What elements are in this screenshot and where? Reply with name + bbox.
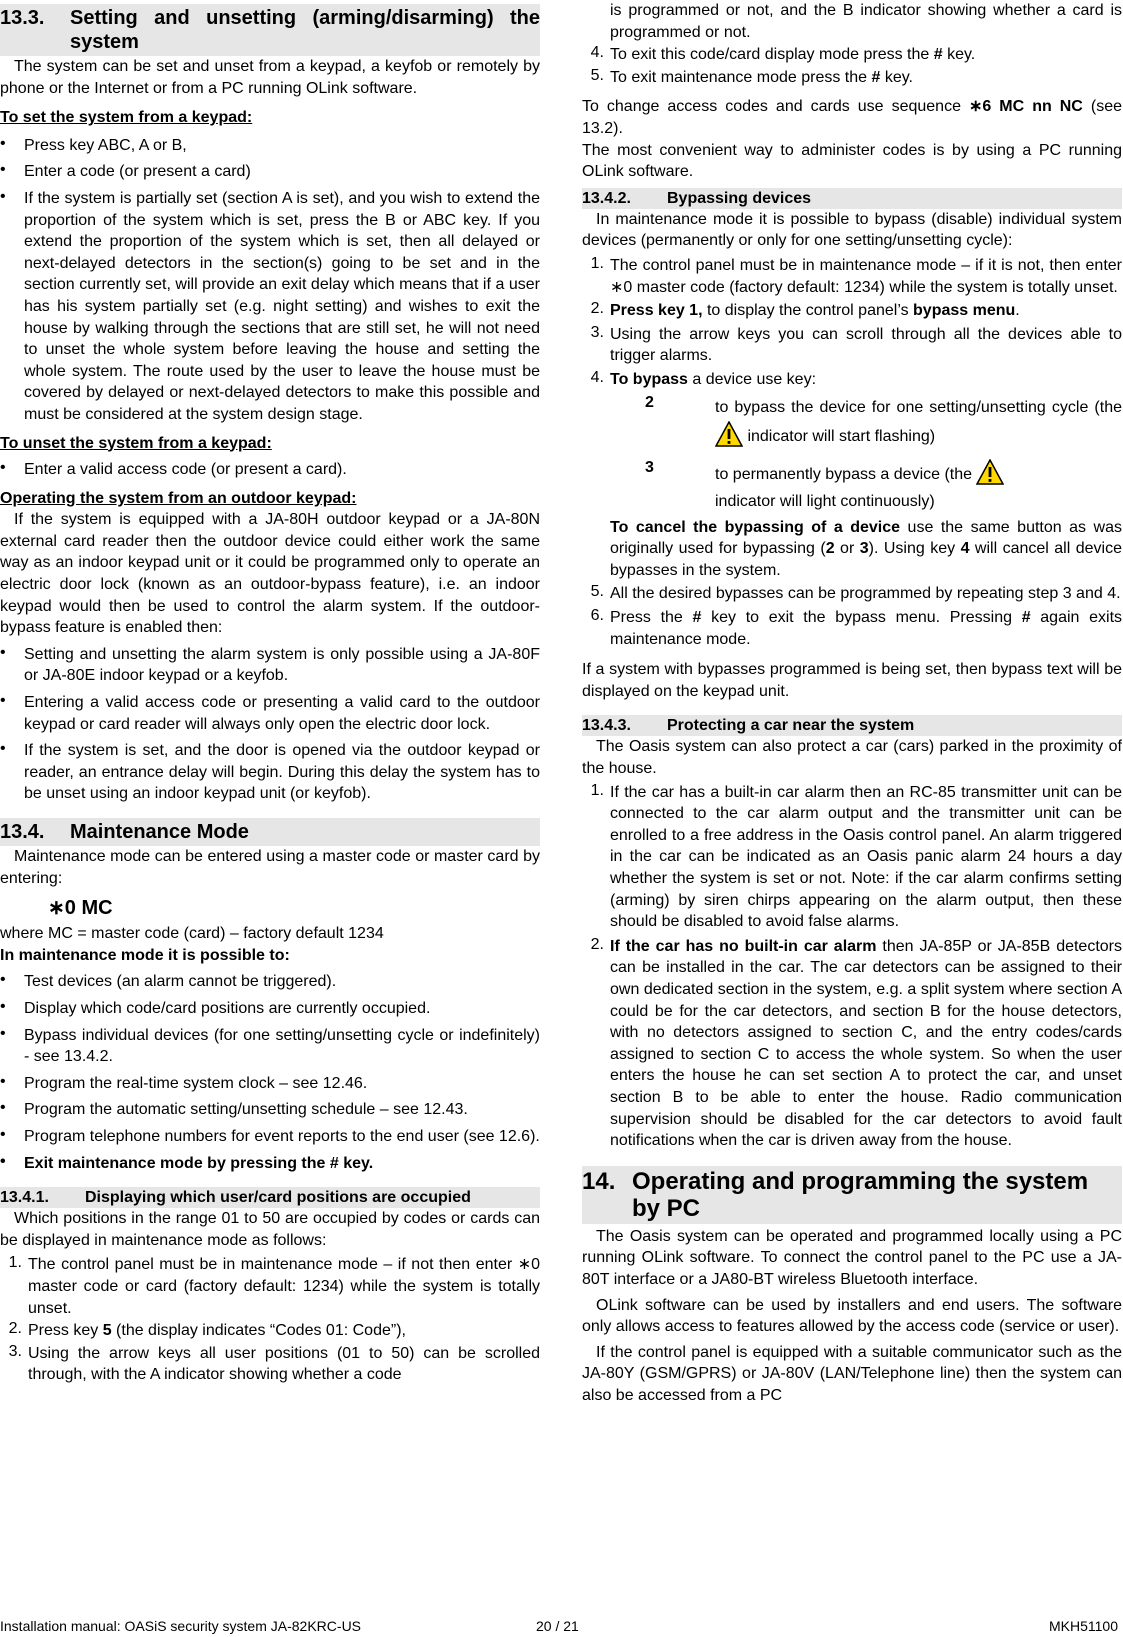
warning-icon — [976, 459, 1004, 492]
paragraph: If a system with bypasses programmed is being set, then bypass text will be displayed on the keypad unit. — [582, 661, 1122, 700]
paragraph: The system can be set and unset from a keypad, a keyfob or remotely by phone or the Internet or from a PC running OLink software. — [0, 58, 540, 97]
paragraph: To cancel the bypassing of a device use the same button as was originally used for bypassing (2 or 3). Using key 4 will cancel all device bypasses in the system. — [610, 518, 1123, 579]
subheading: Operating the system from an outdoor keypad: — [0, 489, 357, 507]
list-item: 3. Using the arrow keys you can scroll through all the devices able to trigger alarms. — [590, 323, 1122, 365]
bullet-item: • Test devices (an alarm cannot be triggered). — [0, 971, 337, 991]
bullet-item: • Program the automatic setting/unsetting schedule – see 12.43. — [0, 1099, 468, 1119]
section-13-4-1-heading: 13.4.1. Displaying which user/card positions are occupied — [0, 1187, 540, 1208]
list-item: 5. To exit maintenance mode press the # key. — [590, 66, 913, 86]
subheading: To unset the system from a keypad: — [0, 434, 272, 452]
footer-title: Installation manual: OASiS security system JA-82KRC-US — [0, 1618, 362, 1634]
paragraph: In maintenance mode it is possible to: — [0, 946, 290, 964]
section-13-3-heading: 13.3. Setting and unsetting (arming/disarming) the system — [0, 4, 540, 56]
list-item: 5. All the desired bypasses can be programmed by repeating step 3 and 4. — [590, 583, 1121, 603]
key-row: 3 to permanently bypass a device (the indicator will light continuously) — [645, 459, 1122, 513]
maintenance-code: ∗0 MC — [48, 897, 113, 920]
bullet-item: • Program the real-time system clock – see 12.46. — [0, 1072, 368, 1092]
paragraph: Maintenance mode can be entered using a master code or master card by entering: — [0, 848, 540, 887]
bullet-item: • If the system is partially set (section A is set), and you wish to extend the proportion of the system which is set, press the B or ABC key. If you extend the proportion of the system which is set, then all delayed or next-delayed detectors in the section(s) going to be set and in the section currently set, will provide an exit delay which means that if a user has his system partially set (e.g. night setting) and wishes to exit the house by walking through the sections that are still set, he will not need to unset the whole system before leaving the house and setting the whole system. The route used by the user to leave the house must be covered by delayed or next-delayed detectors to make this possible and must be considered at the system design stage. — [0, 187, 540, 423]
list-item: 1. The control panel must be in maintenance mode – if not then enter ∗0 master code or card (factory default: 1234) while the system is totally unset. — [8, 1254, 540, 1317]
list-item: 1. The control panel must be in maintenance mode – if it is not, then enter ∗0 master code (factory default: 1234) while the system is totally unset. — [590, 254, 1122, 296]
section-13-4-heading: 13.4. Maintenance Mode — [0, 818, 540, 846]
page-number: 20 / 21 — [536, 1618, 579, 1634]
bullet-item: • Program telephone numbers for event reports to the end user (see 12.6). — [0, 1125, 540, 1145]
left-column — [0, 0, 540, 1386]
list-item: 4. To exit this code/card display mode press the # key. — [590, 44, 976, 64]
paragraph: Which positions in the range 01 to 50 are occupied by codes or cards can be displayed in maintenance mode as follows: — [0, 1210, 540, 1249]
section-14-heading: 14. Operating and programming the system by PC — [582, 1166, 1122, 1224]
document-code: MKH51100 — [1048, 1618, 1118, 1634]
paragraph: If the system is equipped with a JA-80H outdoor keypad or a JA-80N external card reader then the outdoor device could either work the same way as an indoor keypad unit or it could be programmed only to operate an electric door lock (known as an outdoor-bypass feature), i.e. an indoor keypad would then be used to control the alarm system. If the outdoor-bypass feature is enabled then: — [0, 511, 540, 637]
paragraph: If the control panel is equipped with a suitable communicator such as the JA-80Y (GSM/GPRS) or JA-80V (LAN/Telephone line) then the system can also be accessed from a PC — [582, 1343, 1122, 1404]
subheading: To set the system from a keypad: — [0, 109, 253, 127]
list-item: 2. Press key 5 (the display indicates “Codes 01: Code”), — [8, 1320, 406, 1340]
bullet-item: • Bypass individual devices (for one setting/unsetting cycle or indefinitely) - see 13.4.2. — [0, 1024, 540, 1066]
warning-icon — [715, 421, 743, 456]
key-row: 2 to bypass the device for one setting/unsetting cycle (the indicator will start flashing) — [645, 394, 1122, 456]
list-item: 4. To bypass a device use key: — [590, 368, 817, 388]
bullet-item: • Entering a valid access code or presenting a valid card to the outdoor keypad or card reader will always only open the electric door lock. — [0, 692, 540, 733]
right-column — [582, 0, 1122, 1406]
section-13-4-2-heading: 13.4.2. Bypassing devices — [582, 188, 1122, 209]
paragraph: The Oasis system can be operated and programmed locally using a PC running OLink software. To connect the control panel to the PC use a JA-80T interface or a JA80-BT wireless Bluetooth interface. — [582, 1227, 1122, 1288]
list-item: 6. Press the # key to exit the bypass menu. Pressing # again exits maintenance mode. — [590, 607, 1123, 648]
bullet-item: • Display which code/card positions are currently occupied. — [0, 997, 431, 1017]
paragraph: To change access codes and cards use sequence ∗6 MC nn NC (see 13.2). — [582, 98, 1122, 137]
list-item: 3. Using the arrow keys all user positions (01 to 50) can be scrolled through, with the A indicator showing whether a code — [8, 1342, 540, 1384]
paragraph: is programmed or not, and the B indicator showing whether a card is programmed or not. — [610, 2, 1122, 41]
bullet-item: • Enter a valid access code (or present a card). — [0, 459, 347, 479]
paragraph: OLink software can be used by installers and end users. The software only allows access to features allowed by the access code (service or user). — [582, 1296, 1122, 1336]
paragraph: The most convenient way to administer codes is by using a PC running OLink software. — [582, 141, 1122, 181]
section-13-4-3-heading: 13.4.3. Protecting a car near the system — [582, 715, 1122, 736]
bullet-item: • Press key ABC, A or B, — [0, 134, 187, 154]
paragraph: In maintenance mode it is possible to bypass (disable) individual system devices (permanently or only for one setting/unsetting cycle): — [582, 210, 1122, 250]
bullet-item: • Setting and unsetting the alarm system is only possible using a JA-80F or JA-80E indoor keypad or a keyfob. — [0, 643, 540, 685]
paragraph: The Oasis system can also protect a car (cars) parked in the proximity of the house. — [582, 738, 1122, 778]
list-item: 2. If the car has no built-in car alarm then JA-85P or JA-85B detectors can be installed in the car. The car detectors can be assigned to their own dedicated section in the system, e.g. a split system where section A could be for the car detectors, and section B for the house detectors, with no detectors assigned to section C, and the entry codes/cards assigned to section C to access the whole system. So when the user enters the house he can set section A to protect the car, and unset section B to be able to enter the house. Radio communication supervision should be disabled for the car detectors to avoid fault notifications when the car is driven away from the house. — [590, 935, 1123, 1150]
paragraph: where MC = master code (card) – factory default 1234 — [0, 925, 384, 943]
list-item: 2. Press key 1, to display the control panel’s bypass menu. — [590, 300, 1020, 320]
bullet-item: • Enter a code (or present a card) — [0, 161, 251, 181]
bullet-item: • If the system is set, and the door is opened via the outdoor keypad or reader, an entrance delay will begin. During this delay the system has to be unset using an indoor keypad unit (or keyfob). — [0, 740, 540, 803]
bullet-item: • Exit maintenance mode by pressing the # key. — [0, 1152, 374, 1172]
list-item: 1. If the car has a built-in car alarm then an RC-85 transmitter unit can be connected to the car alarm output and the transmitter unit can be enrolled to a free address in the Oasis control panel. An alarm triggered in the car can be indicated as an Oasis panic alarm 24 hours a day whether the system is set or not. Note: if the car alarm confirms setting (arming) by siren chirps appearing on the alarm output, then these should be disabled to avoid false alarms. — [590, 781, 1122, 931]
